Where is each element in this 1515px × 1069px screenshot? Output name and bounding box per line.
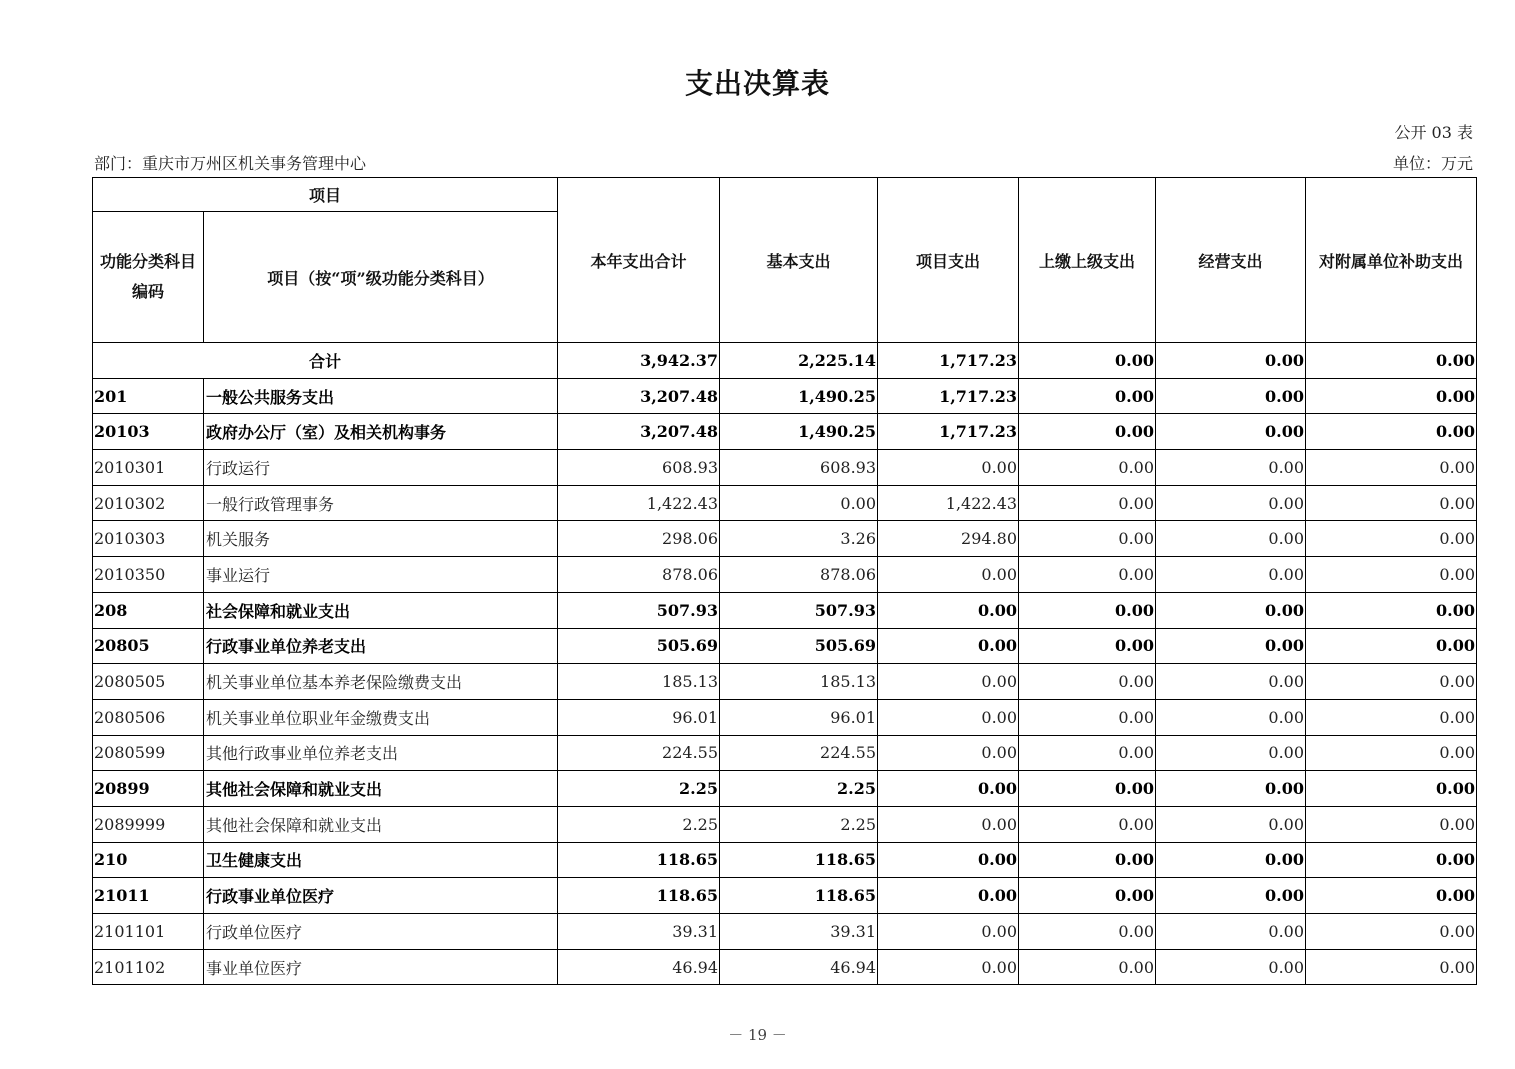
table-row [93,664,1477,700]
header-name: 项目（按“项”级功能分类科目） [204,212,558,343]
row-value: 294.80 [878,521,1019,557]
row-value: 505.69 [720,628,878,664]
row-value: 1,490.25 [720,414,878,450]
total-label: 合计 [93,343,558,379]
row-code: 2010301 [93,450,204,486]
department-label: 部门：重庆市万州区机关事务管理中心 [94,154,367,173]
row-name: 卫生健康支出 [204,842,558,878]
row-name: 一般行政管理事务 [204,485,558,521]
row-value: 0.00 [1306,378,1477,414]
row-value: 0.00 [1019,414,1156,450]
row-value: 2.25 [720,771,878,807]
row-value: 0.00 [1019,592,1156,628]
row-code: 208 [93,592,204,628]
table-row [93,878,1477,914]
expenditure-table [92,177,1477,985]
row-value: 0.00 [1156,878,1306,914]
table-row [93,592,1477,628]
row-code: 20805 [93,628,204,664]
row-code: 2010302 [93,485,204,521]
row-value: 0.00 [1156,664,1306,700]
row-value: 0.00 [1019,450,1156,486]
row-code: 201 [93,378,204,414]
table-row [93,735,1477,771]
row-value: 0.00 [878,592,1019,628]
total-value: 0.00 [1306,343,1477,379]
row-value: 1,717.23 [878,378,1019,414]
page-title: 支出决算表 [684,67,830,100]
row-value: 2.25 [558,806,720,842]
row-code: 2010303 [93,521,204,557]
row-value: 0.00 [1156,806,1306,842]
row-code: 21011 [93,878,204,914]
row-name: 一般公共服务支出 [204,378,558,414]
header-subsidiary-subsidy: 对附属单位补助支出 [1306,178,1477,343]
row-value: 2.25 [558,771,720,807]
row-value: 0.00 [1019,521,1156,557]
table-row [93,521,1477,557]
row-value: 608.93 [558,450,720,486]
row-value: 0.00 [1306,842,1477,878]
table-row [93,557,1477,593]
row-value: 0.00 [1156,521,1306,557]
row-code: 2101102 [93,949,204,985]
row-value: 1,490.25 [720,378,878,414]
row-value: 0.00 [1019,485,1156,521]
row-code: 2080599 [93,735,204,771]
row-value: 0.00 [1156,485,1306,521]
row-value: 608.93 [720,450,878,486]
row-value: 0.00 [1156,735,1306,771]
page-number: － 19 － [728,1026,787,1044]
row-value: 224.55 [558,735,720,771]
total-value: 1,717.23 [878,343,1019,379]
table-row [93,414,1477,450]
row-value: 0.00 [878,842,1019,878]
unit-label: 单位：万元 [1392,154,1473,173]
header-total-expenditure: 本年支出合计 [558,178,720,343]
row-value: 0.00 [1019,949,1156,985]
row-value: 0.00 [878,771,1019,807]
row-value: 0.00 [1019,878,1156,914]
row-value: 0.00 [1306,735,1477,771]
row-value: 96.01 [720,699,878,735]
row-value: 39.31 [720,914,878,950]
row-value: 0.00 [1019,914,1156,950]
row-value: 505.69 [558,628,720,664]
row-value: 2.25 [720,806,878,842]
row-value: 0.00 [1019,378,1156,414]
row-name: 其他社会保障和就业支出 [204,771,558,807]
row-code: 2080506 [93,699,204,735]
header-remit-superior: 上缴上级支出 [1019,178,1156,343]
row-name: 事业单位医疗 [204,949,558,985]
table-row [93,806,1477,842]
row-value: 0.00 [1306,628,1477,664]
row-value: 0.00 [1156,378,1306,414]
header-basic-expenditure: 基本支出 [720,178,878,343]
table-row [93,842,1477,878]
row-value: 0.00 [878,628,1019,664]
row-value: 0.00 [1306,806,1477,842]
row-value: 0.00 [1306,450,1477,486]
row-value: 0.00 [878,735,1019,771]
row-value: 224.55 [720,735,878,771]
total-value: 2,225.14 [720,343,878,379]
row-value: 0.00 [878,699,1019,735]
row-value: 0.00 [1156,414,1306,450]
row-value: 0.00 [878,664,1019,700]
table-row [93,378,1477,414]
header-operating-expenditure: 经营支出 [1156,178,1306,343]
row-name: 行政单位医疗 [204,914,558,950]
row-value: 0.00 [1156,557,1306,593]
row-value: 3,207.48 [558,378,720,414]
row-name: 机关事业单位职业年金缴费支出 [204,699,558,735]
table-row [93,699,1477,735]
row-value: 0.00 [878,806,1019,842]
total-value: 0.00 [1019,343,1156,379]
row-value: 0.00 [1306,592,1477,628]
row-code: 2089999 [93,806,204,842]
row-name: 机关服务 [204,521,558,557]
row-code: 2080505 [93,664,204,700]
table-row [93,485,1477,521]
row-name: 行政运行 [204,450,558,486]
row-value: 0.00 [1019,842,1156,878]
row-value: 118.65 [558,878,720,914]
row-value: 118.65 [720,842,878,878]
row-value: 0.00 [1306,699,1477,735]
row-value: 0.00 [878,450,1019,486]
row-value: 0.00 [1019,806,1156,842]
row-value: 0.00 [878,557,1019,593]
row-value: 0.00 [1156,949,1306,985]
row-value: 507.93 [558,592,720,628]
row-value: 0.00 [1306,414,1477,450]
row-value: 3,207.48 [558,414,720,450]
row-value: 0.00 [1019,628,1156,664]
row-value: 39.31 [558,914,720,950]
row-value: 118.65 [720,878,878,914]
row-value: 0.00 [1156,914,1306,950]
row-value: 0.00 [1156,771,1306,807]
row-value: 0.00 [1019,735,1156,771]
table-row [93,771,1477,807]
row-value: 0.00 [720,485,878,521]
row-value: 185.13 [558,664,720,700]
row-value: 0.00 [1306,485,1477,521]
table-row [93,450,1477,486]
table-row [93,949,1477,985]
row-code: 20899 [93,771,204,807]
row-value: 0.00 [1019,699,1156,735]
row-value: 878.06 [720,557,878,593]
total-value: 3,942.37 [558,343,720,379]
row-value: 1,717.23 [878,414,1019,450]
row-value: 1,422.43 [558,485,720,521]
row-value: 0.00 [1019,664,1156,700]
row-value: 0.00 [1306,949,1477,985]
row-value: 96.01 [558,699,720,735]
row-value: 185.13 [720,664,878,700]
row-value: 0.00 [1156,450,1306,486]
row-value: 0.00 [1156,592,1306,628]
table-row [93,628,1477,664]
table-row [93,914,1477,950]
row-code: 20103 [93,414,204,450]
row-value: 0.00 [878,949,1019,985]
row-value: 46.94 [558,949,720,985]
header-project: 项目 [93,178,558,212]
row-value: 507.93 [720,592,878,628]
row-name: 其他行政事业单位养老支出 [204,735,558,771]
row-value: 1,422.43 [878,485,1019,521]
row-value: 0.00 [1019,771,1156,807]
row-value: 0.00 [878,878,1019,914]
row-name: 行政事业单位养老支出 [204,628,558,664]
header-code: 功能分类科目编码 [93,212,204,343]
row-value: 0.00 [1306,664,1477,700]
row-value: 0.00 [1156,628,1306,664]
row-value: 0.00 [1156,699,1306,735]
row-name: 事业运行 [204,557,558,593]
row-value: 0.00 [878,914,1019,950]
row-value: 46.94 [720,949,878,985]
form-number: 公开 03 表 [1394,123,1473,142]
row-value: 0.00 [1306,521,1477,557]
row-name: 行政事业单位医疗 [204,878,558,914]
row-code: 210 [93,842,204,878]
row-value: 298.06 [558,521,720,557]
total-row [93,343,1477,379]
row-name: 机关事业单位基本养老保险缴费支出 [204,664,558,700]
row-name: 其他社会保障和就业支出 [204,806,558,842]
total-value: 0.00 [1156,343,1306,379]
header-project-expenditure: 项目支出 [878,178,1019,343]
row-value: 3.26 [720,521,878,557]
row-value: 0.00 [1306,771,1477,807]
row-value: 878.06 [558,557,720,593]
row-value: 0.00 [1306,878,1477,914]
row-value: 0.00 [1019,557,1156,593]
row-value: 118.65 [558,842,720,878]
row-value: 0.00 [1156,842,1306,878]
row-name: 政府办公厅（室）及相关机构事务 [204,414,558,450]
row-code: 2010350 [93,557,204,593]
row-name: 社会保障和就业支出 [204,592,558,628]
row-value: 0.00 [1306,557,1477,593]
row-code: 2101101 [93,914,204,950]
row-value: 0.00 [1306,914,1477,950]
